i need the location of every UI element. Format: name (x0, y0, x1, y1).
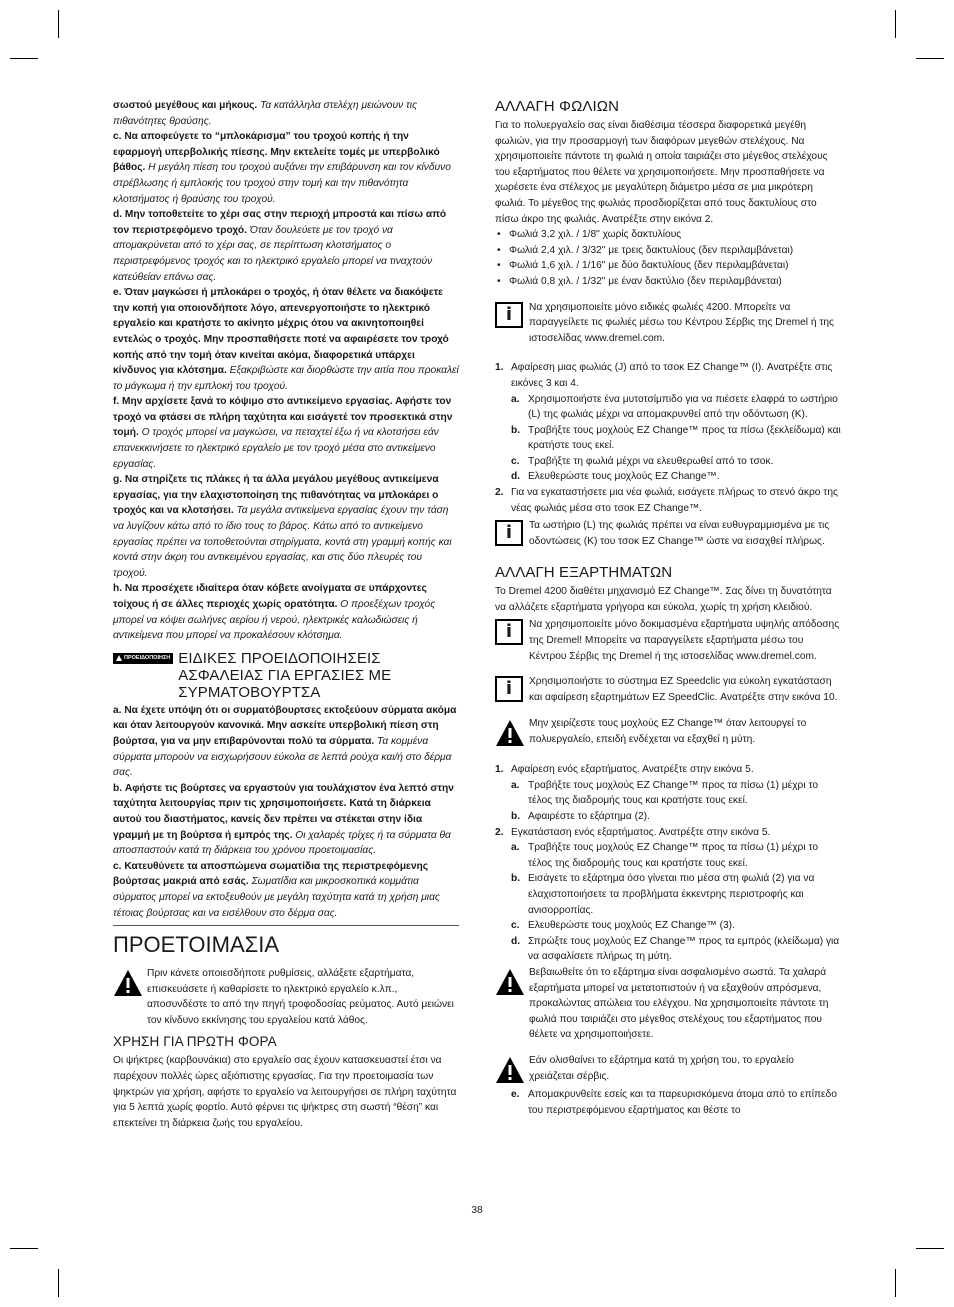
sleeve-step-1b: b. Τραβήξτε τους μοχλούς EZ Change™ προς τα πίσω (ξεκλείδωμα) και κρατήστε τους εκεί. (511, 424, 841, 452)
page-number: 38 (471, 1205, 483, 1216)
warning-triangle-icon (113, 968, 143, 998)
list-item: • Φωλιά 1,6 χιλ. / 1/16" με δύο δακτυλίους (δεν περιλαμβάνεται) (495, 258, 841, 274)
accessory-step-1a: a. Τραβήξτε τους μοχλούς EZ Change™ προς τα πίσω (1) μέχρι το τέλος της διαδρομής τους και κρατήστε τους εκεί. (511, 779, 818, 807)
warning-triangle-icon (495, 967, 525, 997)
list-item: • Φωλιά 3,2 χιλ. / 1/8" χωρίς δακτυλίους (495, 227, 841, 243)
preparation-warning-text: Πριν κάνετε οποιεσδήποτε ρυθμίσεις, αλλάξετε εξαρτήματα, επισκευάσετε ή καθαρίσετε το ηλεκτρικό εργαλείο κ.λπ., αποσυνδέστε το από την πηγή τροφοδοσίας ρεύματος. Αυτό μειώνει τον κίνδυνο εκκίνησης του εργαλείου κατά λάθος. (147, 968, 454, 1026)
accessory-step-2c: c. Ελευθερώστε τους μοχλούς EZ Change™ (3). (511, 920, 735, 932)
crop-mark (916, 1248, 944, 1249)
crop-mark (58, 1269, 59, 1297)
warning-badge: ΠΡΟΕΙΔΟΠΟΙΗΣΗ (113, 653, 173, 664)
left-column (113, 98, 459, 1131)
crop-mark (895, 1269, 896, 1297)
accessory-step-1b: b. Αφαιρέστε το εξάρτημα (2). (511, 811, 650, 822)
warning-triangle-icon (495, 718, 525, 748)
sleeve-step-2-note: i Τα ωστήριο (L) της φωλιάς πρέπει να είναι ευθυγραμμισμένα με τις οδοντώσεις (K) του τσοκ EZ Change™ ώστε να εισαχθεί πλήρως. (495, 518, 841, 550)
item-h: h. Να προσέχετε ιδιαίτερα όταν κόβετε ανοίγματα σε υπάρχοντες τοίχους ή σε άλλες περιοχές χωρίς ορατότητα. Ο προεξέχων τροχός μπορεί να κόψει σωλήνες αερίου ή νερού, ηλεκτρικές καλωδιώσεις ή αντικείμενα που μπορεί να προκαλέσουν κλότσημα. (113, 583, 436, 642)
first-use-title: ΧΡΗΣΗ ΓΙΑ ΠΡΩΤΗ ΦΟΡΑ (113, 1034, 277, 1050)
preparation-warning (113, 966, 459, 1028)
wire-item-b: b. Αφήστε τις βούρτσες να εργαστούν για τουλάχιστον ένα λεπτό στην ταχύτητα λειτουργίας πριν τις χρησιμοποιήσετε. Κατά τη διάρκεια αυτού του διαστήματος, κανείς δεν πρέπει να στέκεται στην ίδια γραμμή με τη βούρτσα ή εμπρός της. Οι χαλαρές τρίχες ή τα σύρματα θα αποσπαστούν κατά τη διάρκεια του χρόνου προετοιμασίας. (113, 782, 454, 857)
item-f: f. Μην αρχίσετε ξανά το κόψιμο στο αντικείμενο εργασίας. Αφήστε τον τροχό να φτάσει σε πλήρη ταχύτητα και εισάγετέ τον προσεκτικά στην τομή. Ο τροχός μπορεί να μαγκώσει, να πεταχτεί έξω ή να κλοτσήσει εάν επανεκκινήσετε το ηλεκτρικό εργαλείο με τον τροχό μέσα στο αντικείμενο εργασίας. (113, 396, 453, 470)
accessory-step-2: 2. Εγκατάσταση ενός εξαρτήματος. Ανατρέξτε στην εικόνα 5. (495, 826, 771, 838)
crop-mark (895, 10, 896, 38)
wire-item-a: a. Να έχετε υπόψη ότι οι συρματόβουρτσες εκτοξεύουν σύρματα ακόμα και όταν λειτουργούν κανονικά. Μην ασκείτε υπερβολική πίεση στη βούρτσα, για να μην επιβαρύνονται πολύ τα σύρματα. Τα κομμένα σύρματα μπορούν να εισχωρήσουν εύκολα σε λεπτά ρούχα και/ή στο δέρμα σας. (113, 704, 457, 779)
accessory-step-1: 1. Αφαίρεση ενός εξαρτήματος. Ανατρέξτε στην εικόνα 5. (495, 764, 754, 776)
accessories-title: ΑΛΛΑΓΗ ΕΞΑΡΤΗΜΑΤΩΝ (495, 564, 673, 582)
info-icon: i (495, 520, 525, 550)
info-icon: i (495, 619, 525, 649)
accessory-step-2b: b. Εισάγετε το εξάρτημα όσο γίνεται πιο μέσα στη φωλιά (2) για να ελαχιστοποιήσετε τα προβλήματα έκκεντρης περιστροφής και ανισορροπίας. (511, 873, 815, 916)
wire-brush-warning-heading (113, 650, 459, 701)
warning-icon (116, 655, 122, 661)
sleeve-info-note: i Να χρησιμοποιείτε μόνο ειδικές φωλιές 4200. Μπορείτε να παραγγείλετε τις φωλιές μέσω του Κέντρου Σέρβις της Dremel ή της ιστοσελίδας www.dremel.com. (495, 300, 841, 347)
sleeve-step-1d: d. Ελευθερώστε τους μοχλούς EZ Change™. (511, 471, 720, 483)
sleeves-title: ΑΛΛΑΓΗ ΦΩΛΙΩΝ (495, 98, 620, 115)
item-e: e. Όταν μαγκώσει ή μπλοκάρει ο τροχός, ή όταν θέλετε να διακόψετε την κοπή για οποιονδήποτε λόγο, απενεργοποιήστε το ηλεκτρικό εργαλείο και κρατήστε το ακίνητο μέχρις ότου να ακινητοποιηθεί εντελώς ο τροχός. Μην προσπαθήσετε ποτέ να αφαιρέσετε τον τροχό κοπής από την τομή όταν κινείται ακόμα, διαφορετικά υπάρχει κίνδυνος για κλότσημα. Εξακριβώστε και διορθώστε την αιτία που προκαλεί το μάγκωμα ή την εμπλοκή του τροχού. (113, 287, 459, 392)
info-icon: i (495, 302, 525, 332)
sleeve-step-1a: a. Χρησιμοποιήστε ένα μυτοτσίμπιδο για να πιέσετε ελαφρά το ωστήριο (L) της φωλιάς μέχρι να απομακρυνθεί από την οδόντωση (K). (511, 393, 838, 421)
info-icon: i (495, 676, 525, 706)
first-use-text: Οι ψήκτρες (καρβουνάκια) στο εργαλείο σας έχουν κατασκευαστεί έτσι να παρέχουν πολλές ώρες αξιόπιστης εργασίας. Για την προετοιμασία των ψηκτρών για χρήση, αφήστε το εργαλείο να λειτουργήσει σε πλήρη ταχύτητα για 5 λεπτά χωρίς φορτίο. Αυτό φέρνει τις ψήκτρες στη σωστή “θέση” και επεκτείνει τη διάρκεια ζωής του εργαλείου. (113, 1055, 457, 1129)
accessories-info-note-2: i Χρησιμοποιήστε το σύστημα EZ Speedclic για εύκολη εγκατάσταση και αφαίρεση εξαρτημάτων EZ SpeedClic. Ανατρέξτε στην εικόνα 10. (495, 674, 841, 706)
crop-mark (58, 10, 59, 38)
wire-item-c: c. Κατευθύνετε τα αποσπώμενα σωματίδια της περιστρεφόμενης βούρτσας μακριά από εσάς. Σωματίδια και μικροσκοπικά κομμάτια σύρματος μπορεί να εκτοξευθούν με μεγάλη ταχύτητα κατά τη χρήση μιας τέτοιας βούρτσας και να εισέλθουν στο δέρμα σας. (113, 860, 440, 919)
sleeve-list (495, 227, 841, 289)
right-column (495, 98, 841, 1118)
accessories-warning-2: Βεβαιωθείτε ότι το εξάρτημα είναι ασφαλισμένο σωστά. Τα χαλαρά εξαρτήματα μπορεί να μετατοπιστούν ή να εξαχθούν απρόσμενα, προκαλώντας απώλεια του ελέγχου. Να χρησιμοποιείτε πάντοτε τη φωλιά που ταιριάζει στο μέγεθος στελέχους του εξαρτήματος που θέλετε να χρησιμοποιήσετε. (495, 965, 841, 1043)
accessory-step-2d: d. Σπρώξτε τους μοχλούς EZ Change™ προς τα εμπρός (κλείδωμα) για να ασφαλίσετε πλήρως τη μύτη. (511, 935, 840, 963)
sleeves-text: Για το πολυεργαλείο σας είναι διαθέσιμα τέσσερα διαφορετικά μεγέθη φωλιών, για την προσαρμογή των διαφόρων μεγεθών στελέχους. Να χρησιμοποιείτε πάντοτε τη φωλιά η οποία ταιριάζει στο μέγεθος στελέχους του εξαρτήματος που θέλετε να χρησιμοποιήσετε. Μην προσπαθήσετε να χωρέσετε ένα στέλεχος με μεγαλύτερη διάμετρο μέσα σε μια μικρότερη φωλιά. Το μέγεθος της φωλιάς προσδιορίζεται από τους δακτυλίους στο πίσω άκρο της φωλιάς. Ανατρέξτε στην εικόνα 2. (495, 120, 828, 225)
preparation-title: ΠΡΟΕΤΟΙΜΑΣΙΑ (113, 932, 279, 958)
crop-mark (916, 58, 944, 59)
accessories-warning-1: Μην χειρίζεστε τους μοχλούς EZ Change™ όταν λειτουργεί το πολυεργαλείο, επειδή ενδέχεται να εξαχθεί η μύτη. (495, 716, 841, 748)
item-c: c. Να αποφεύγετε το “μπλοκάρισμα” του τροχού κοπής ή την εφαρμογή υπερβολικής πίεσης. Μην εκτελείτε τομές με υπερβολικό βάθος. Η μεγάλη πίεση του τροχού αυξάνει την επιβάρυνση και τον κίνδυνο στρέβλωσης ή εμπλοκής του τροχού στην τομή και την πιθανότητα κλοτσήματος ή θραύσης του τροχού. (113, 131, 451, 205)
warning-triangle-icon (495, 1055, 525, 1085)
accessories-text: Το Dremel 4200 διαθέτει μηχανισμό EZ Change™. Σας δίνει τη δυνατότητα να αλλάζετε εξαρτήματα γρήγορα και εύκολα, χωρίς τη χρήση κλειδιού. (495, 586, 832, 613)
wire-brush-title: ΕΙΔΙΚΕΣ ΠΡΟΕΙΔΟΠΟΙΗΣΕΙΣ ΑΣΦΑΛΕΙΑΣ ΓΙΑ ΕΡΓΑΣΙΕΣ ΜΕ ΣΥΡΜΑΤΟΒΟΥΡΤΣΑ (178, 649, 392, 701)
list-item: • Φωλιά 2,4 χιλ. / 3/32" με τρεις δακτυλίους (δεν περιλαμβάνεται) (495, 243, 841, 259)
accessory-step-2a: a. Τραβήξτε τους μοχλούς EZ Change™ προς τα πίσω (1) μέχρι το τέλος της διαδρομής τους και κρατήστε τους εκεί. (511, 842, 818, 869)
sleeve-step-2: 2. Για να εγκαταστήσετε μια νέα φωλιά, εισάγετε πλήρως το στενό άκρο της νέας φωλιάς μέσα στο τσοκ EZ Change™. (495, 487, 838, 514)
accessory-step-e: e. Απομακρυνθείτε εσείς και τα παρευρισκόμενα άτομα από το επίπεδο του περιστρεφόμενου εξαρτήματος και θέστε το (511, 1088, 837, 1116)
sleeve-step-1: 1. Αφαίρεση μιας φωλιάς (J) από το τσοκ EZ Change™ (I). Ανατρέξτε στις εικόνες 3 και 4. (495, 362, 833, 389)
list-item: • Φωλιά 0,8 χιλ. / 1/32" με έναν δακτύλιο (δεν περιλαμβάνεται) (495, 274, 841, 290)
sleeve-step-1c: c. Τραβήξτε τη φωλιά μέχρι να ελευθερωθεί από το τσοκ. (511, 455, 774, 467)
para-continuation: σωστού μεγέθους και μήκους. Τα κατάλληλα στελέχη μειώνουν τις πιθανότητες θραύσης. (113, 100, 418, 127)
accessories-info-note-1: i Να χρησιμοποιείτε μόνο δοκιμασμένα εξαρτήματα υψηλής απόδοσης της Dremel! Μπορείτε να παραγγείλετε εξαρτήματα μέσω του Κέντρου Σέρβις της Dremel ή της ιστοσελίδας www.dremel.com. (495, 617, 841, 664)
accessories-warning-3: Εάν ολισθαίνει το εξάρτημα κατά τη χρήση του, το εργαλείο χρειάζεται σέρβις. (495, 1053, 841, 1085)
section-divider (113, 925, 459, 926)
item-d: d. Μην τοποθετείτε το χέρι σας στην περιοχή μπροστά και πίσω από τον περιστρεφόμενο τροχό. Όταν δουλεύετε με τον τροχό να απομακρύνεται από το χέρι σας, σε περίπτωση κλοτσήματος ο περιστρεφόμενος τροχός και το ηλεκτρικό εργαλείο μπορεί να τιναχτούν κατεύθείαν επάνω σας. (113, 209, 447, 283)
item-g: g. Να στηρίζετε τις πλάκες ή τα άλλα μεγάλου μεγέθους αντικείμενα εργασίας, για την ελαχιστοποίηση της πιθανότητας να μπλοκάρει ο τροχός και να κλοτσήσει. Τα μεγάλα αντικείμενα εργασίας έχουν την τάση να λυγίζουν κάτω από το ίδιο τους το βάρος. Κάτω από το αντικείμενο εργασίας πρέπει να τοποθετούνται στηρίγματα, κοντά στη γραμμή κοπής και κοντά στην άκρη του αντικειμένου εργασίας, και στις δύο πλευρές του τροχού. (113, 474, 452, 579)
crop-mark (10, 1248, 38, 1249)
crop-mark (10, 58, 38, 59)
